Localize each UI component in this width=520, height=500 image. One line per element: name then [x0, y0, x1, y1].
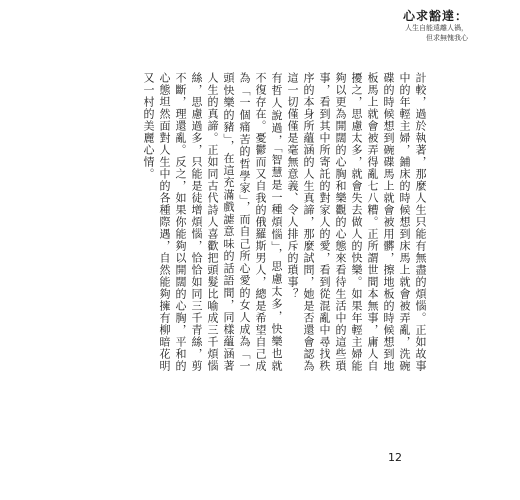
chapter-title: 心求豁達： — [402, 9, 468, 23]
chapter-subtitle-line-1: 人生自能遠離人禍， — [405, 24, 468, 32]
page-number: 12 — [388, 451, 402, 464]
running-header — [368, 9, 468, 43]
chapter-subtitle-line-2: 但求無愧我心 — [426, 34, 468, 42]
paragraph: 計較，過於執著，那麼人生只能有無盡的煩惱。正如故事中的年輕主婦，鋪床的時候想到床馬上就會被弄亂，洗碗碟的時候想到碗碟馬上就會被用髒，擦地板的時候想到地板馬上就會被弄得亂七八糟。正所謂世間本無事，庸人自擾之，思慮太多，就會失去做人的快樂。如果年輕主婦能夠以更為開闊的心胸和樂觀的心態來看待生活中的這些瑣事，看到其中所寄託的對家人的愛，看到從混亂中尋找秩序的本身所蘊涵的人生真諦，那麼試問，她是否還會認為這一切僅僅是毫無意義、令人排斥的瑣事？ — [286, 72, 427, 372]
paragraph: 有哲人說過，「智慧是一種煩惱」，思慮太多，快樂也就不復存在。憂鬱而又自我的俄羅斯男人，總是希望自己成為「一個痛苦的哲學家」，而自己所心愛的女人成為「一頭快樂的豬」，在這充滿戲謔意味的話語間，同樣蘊涵著人生的真諦。正如同古代詩人喜歡把頭髮比喻成三千煩惱絲，思慮過多，只能是徒增煩惱，恰恰如同三千青絲，剪不斷，理還亂。反之，如果你能夠以開闊的心胸，平和的心態坦然面對人生中的各種際遇，自然能夠擁有柳暗花明又一村的美麗心情。 — [142, 72, 283, 372]
body-text — [140, 72, 428, 372]
